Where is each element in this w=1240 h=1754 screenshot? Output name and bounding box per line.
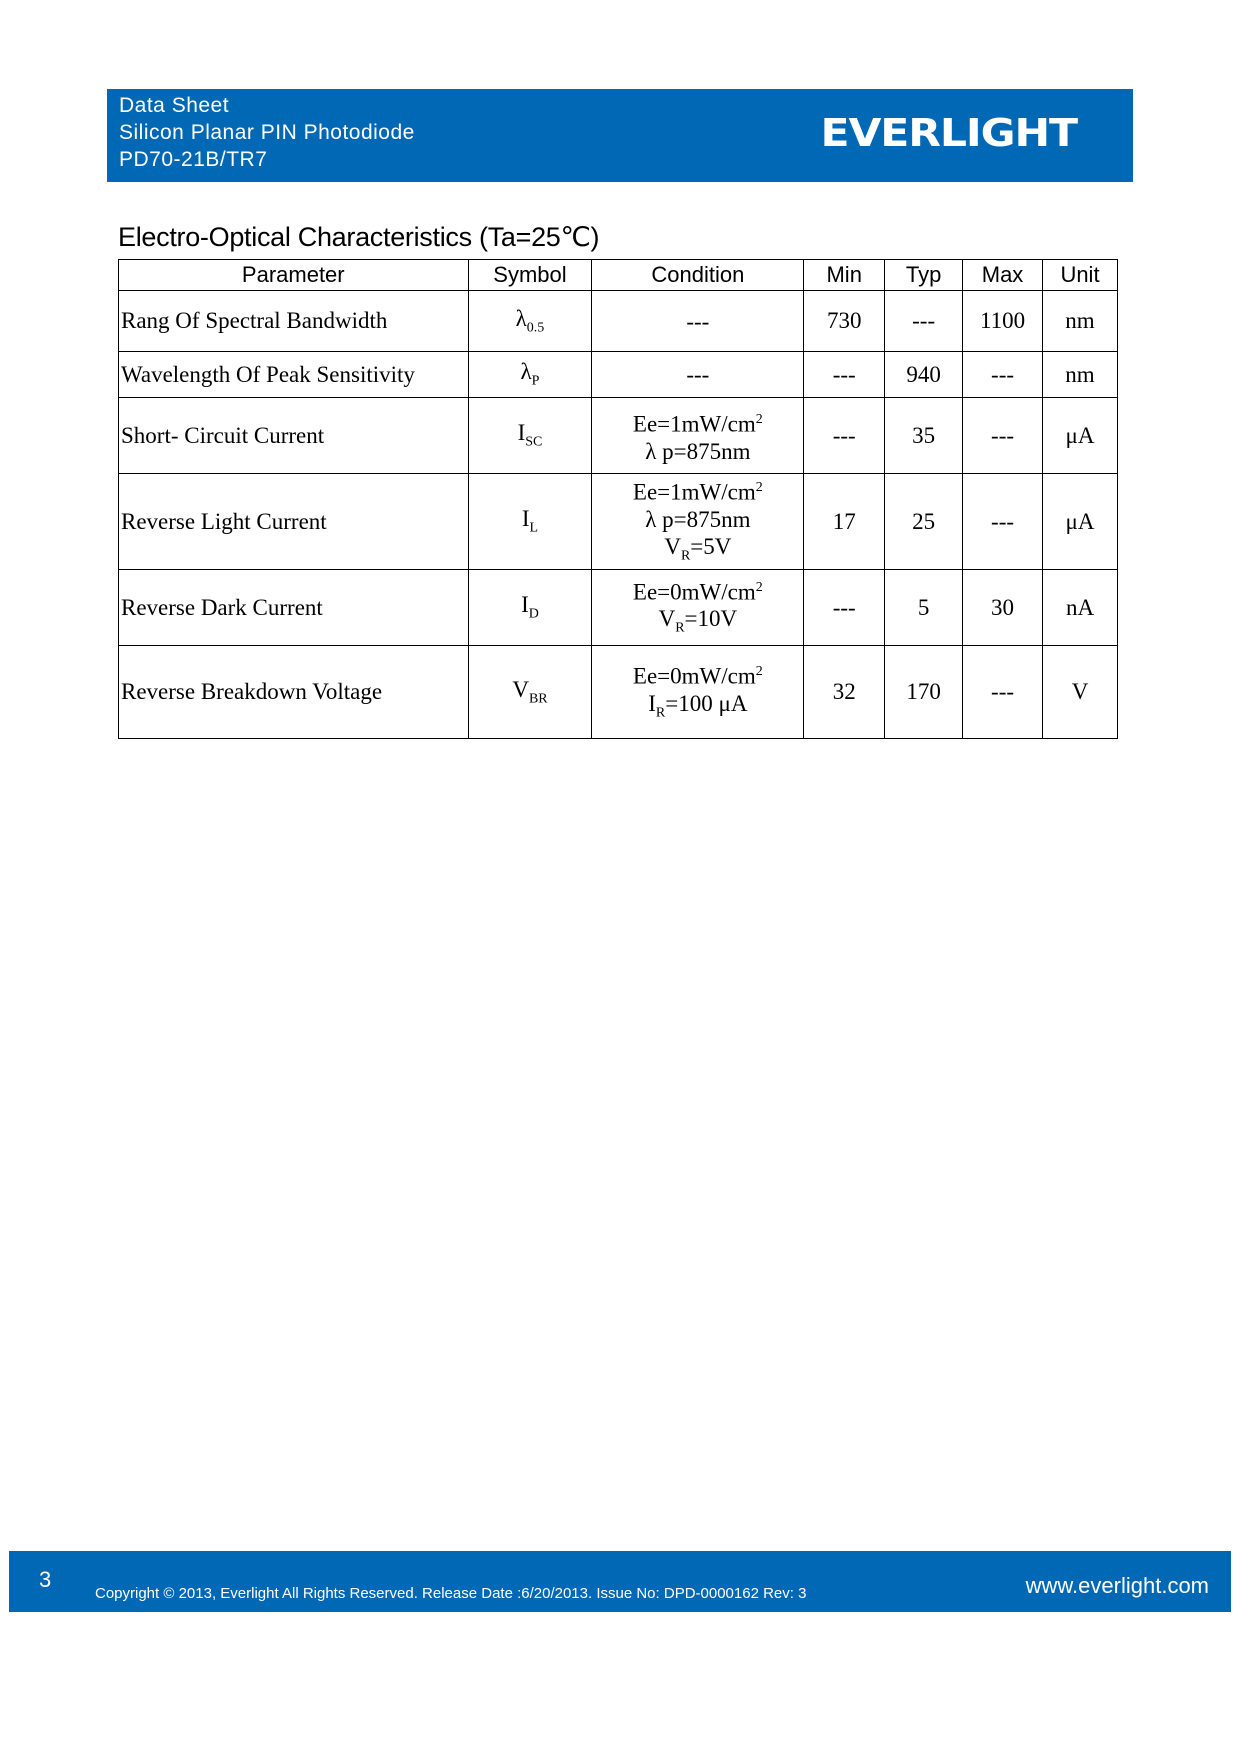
max-cell: ---: [963, 352, 1043, 398]
column-header: Unit: [1043, 260, 1118, 291]
condition-line: [592, 308, 803, 335]
symbol-cell: [468, 570, 592, 646]
column-header: Typ: [885, 260, 963, 291]
typ-cell: ---: [885, 291, 963, 352]
condition-line: [592, 506, 803, 533]
min-cell: 17: [804, 474, 885, 570]
symbol-subscript: L: [529, 520, 539, 536]
column-header: Min: [804, 260, 885, 291]
condition-line: [592, 533, 803, 570]
condition-line: [592, 474, 803, 506]
symbol-subscript: D: [528, 607, 539, 623]
condition-text: Ee=1mW/cm: [632, 411, 756, 437]
parameter-cell: Reverse Breakdown Voltage: [119, 646, 469, 739]
symbol-subscript: SC: [525, 434, 543, 450]
unit-cell: nm: [1043, 291, 1118, 352]
parameter-cell: Rang Of Spectral Bandwidth: [119, 291, 469, 352]
condition-text: 2: [755, 412, 763, 428]
condition-text: I: [648, 690, 656, 716]
condition-line: [592, 406, 803, 438]
section-title: Electro-Optical Characteristics (Ta=25℃): [118, 222, 600, 252]
min-cell: ---: [804, 570, 885, 646]
unit-cell: μA: [1043, 398, 1118, 474]
symbol-subscript: 0.5: [526, 320, 545, 336]
min-cell: ---: [804, 352, 885, 398]
page-number: 3: [39, 1567, 52, 1592]
max-cell: ---: [963, 398, 1043, 474]
min-cell: ---: [804, 398, 885, 474]
typ-cell: 5: [885, 570, 963, 646]
condition-text: V: [658, 606, 676, 632]
characteristics-table: [118, 259, 1118, 739]
condition-line: [592, 361, 803, 388]
typ-cell: 170: [885, 646, 963, 739]
part-number: PD70-21B/TR7: [119, 148, 268, 171]
condition-text: 2: [755, 579, 763, 595]
condition-text: Ee=0mW/cm: [632, 663, 756, 689]
page-header: [107, 89, 1133, 182]
condition-text: ---: [686, 362, 710, 387]
symbol-base: V: [512, 676, 529, 702]
condition-text: Ee=1mW/cm: [632, 479, 756, 505]
max-cell: ---: [963, 474, 1043, 570]
symbol-subscript: BR: [528, 691, 548, 707]
condition-text: =10V: [684, 606, 738, 632]
table-row: [119, 570, 1118, 646]
min-cell: 730: [804, 291, 885, 352]
typ-cell: 35: [885, 398, 963, 474]
condition-cell: [592, 398, 804, 474]
symbol-base: I: [521, 592, 529, 618]
symbol-base: λ: [515, 305, 527, 331]
parameter-cell: Short- Circuit Current: [119, 398, 469, 474]
condition-text: R: [655, 705, 666, 721]
condition-text: V: [664, 533, 681, 559]
doc-type: Data Sheet: [119, 94, 230, 117]
symbol-cell: [468, 352, 592, 398]
symbol-cell: [468, 398, 592, 474]
condition-line: [592, 690, 803, 727]
table-row: [119, 352, 1118, 398]
product-name: Silicon Planar PIN Photodiode: [119, 121, 415, 144]
symbol-subscript: P: [531, 373, 540, 389]
min-cell: 32: [804, 646, 885, 739]
page-footer: [9, 1551, 1231, 1612]
condition-line: [592, 658, 803, 690]
condition-text: ---: [686, 308, 710, 334]
column-header: Parameter: [119, 260, 469, 291]
copyright-text: Copyright © 2013, Everlight All Rights Reserved. Release Date :6/20/2013. Issue No: DPD-0000162 Rev: 3: [95, 1585, 807, 1602]
max-cell: 1100: [963, 291, 1043, 352]
condition-text: =5V: [690, 533, 732, 559]
condition-cell: [592, 474, 804, 570]
condition-text: =100 μA: [665, 690, 748, 716]
everlight-logo: EVERLIGHT: [820, 111, 1077, 155]
condition-line: [592, 605, 803, 642]
typ-cell: 25: [885, 474, 963, 570]
symbol-base: I: [517, 420, 526, 446]
symbol-base: I: [521, 506, 530, 532]
condition-text: 2: [755, 480, 763, 495]
table-row: [119, 646, 1118, 739]
unit-cell: V: [1043, 646, 1118, 739]
parameter-cell: Wavelength Of Peak Sensitivity: [119, 352, 469, 398]
max-cell: ---: [963, 646, 1043, 739]
column-header: Condition: [592, 260, 804, 291]
parameter-cell: Reverse Light Current: [119, 474, 469, 570]
condition-cell: [592, 646, 804, 739]
condition-text: Ee=0mW/cm: [632, 579, 756, 605]
max-cell: 30: [963, 570, 1043, 646]
website-link[interactable]: www.everlight.com: [1025, 1573, 1209, 1598]
parameter-cell: Reverse Dark Current: [119, 570, 469, 646]
condition-text: λ p=875nm: [645, 438, 751, 464]
table-row: [119, 398, 1118, 474]
condition-cell: [592, 352, 804, 398]
symbol-cell: [468, 474, 592, 570]
typ-cell: 940: [885, 352, 963, 398]
column-header: Symbol: [468, 260, 592, 291]
condition-cell: [592, 570, 804, 646]
table-row: [119, 474, 1118, 570]
condition-cell: [592, 291, 804, 352]
symbol-cell: [468, 291, 592, 352]
symbol-base: λ: [520, 359, 532, 385]
condition-line: [592, 438, 803, 465]
condition-text: R: [675, 620, 685, 636]
unit-cell: nm: [1043, 352, 1118, 398]
unit-cell: nA: [1043, 570, 1118, 646]
condition-line: [592, 574, 803, 606]
condition-text: λ p=875nm: [645, 506, 751, 532]
column-header: Max: [963, 260, 1043, 291]
condition-text: 2: [755, 664, 763, 680]
symbol-cell: [468, 646, 592, 739]
table-row: [119, 291, 1118, 352]
condition-text: R: [680, 548, 691, 564]
unit-cell: μA: [1043, 474, 1118, 570]
